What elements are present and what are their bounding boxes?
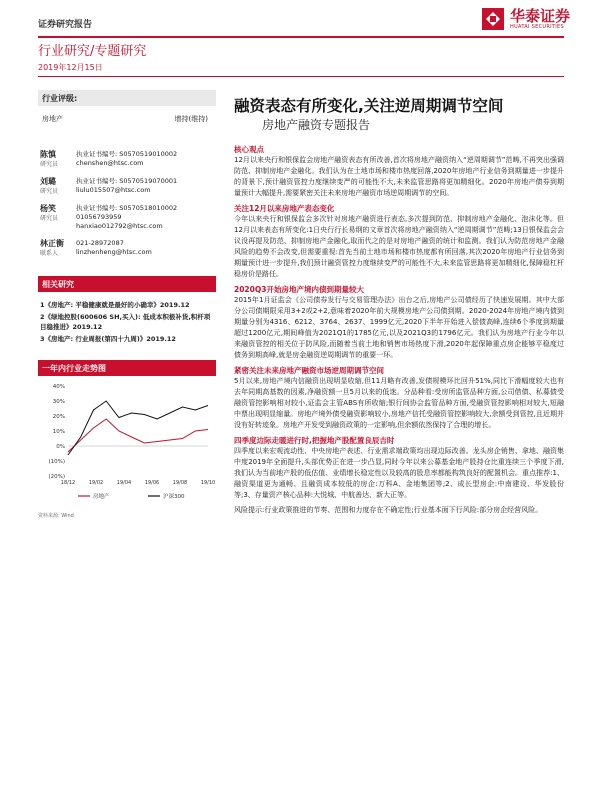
related-item[interactable]: 3《房地产: 行业周报(第四十九周)》2019.12: [40, 335, 176, 343]
x-tick-label: 19/04: [116, 480, 132, 486]
section-heading: 关注12月以来房地产表态变化: [234, 204, 335, 213]
analyst-phone: 01056793959: [76, 213, 122, 221]
header-divider: [38, 36, 564, 38]
industry-trend-chart: [38, 380, 216, 510]
analyst-cert: 执业证书编号: S0570519010002: [76, 150, 178, 158]
doc-type-label: 证券研究报告: [38, 20, 93, 30]
legend-label: 沪深300: [163, 494, 185, 500]
analyst-cert: 执业证书编号: S0570518010002: [76, 204, 178, 212]
section-heading: 核心观点: [234, 145, 264, 154]
analyst-email[interactable]: chenshen@htsc.com: [76, 159, 144, 167]
report-series: 行业研究/专题研究: [38, 44, 147, 59]
related-heading: 相关研究: [38, 276, 216, 292]
related-item[interactable]: 2《绿地控股(600606 SH,买入): 低成本积极补货,积杆项目稳推进》2019.12: [40, 313, 211, 331]
risk-notice: 风险提示:行业政策推进的节奏、范围和力度存在不确定性;行业基本面下行风险:部分房企经营风险。: [234, 506, 543, 514]
analyst-list: [38, 150, 216, 258]
analyst-entry: [38, 239, 216, 258]
y-tick-label: 40%: [52, 384, 65, 390]
y-tick-label: 30%: [52, 399, 65, 405]
brand-logo: [482, 8, 570, 30]
chart-heading: 一年内行业走势图: [38, 360, 216, 376]
report-date: 2019年12月15日: [38, 63, 103, 72]
rating-value: 增持(维持): [174, 115, 208, 123]
brand-name-cn: 华泰证券: [509, 6, 570, 25]
analyst-role: 研究员: [40, 215, 59, 222]
x-tick-label: 19/02: [88, 480, 104, 486]
analyst-cert: 执业证书编号: S0570519070001: [76, 177, 178, 185]
analyst-entry: [38, 150, 216, 169]
report-subtitle: 房地产融资专题报告: [262, 118, 371, 132]
report-title: 融资表态有所变化,关注逆周期调节空间: [234, 97, 504, 115]
section-body: 今年以来央行和银保监会多次针对房地产融资进行表态,多次提到防范、抑制房地产金融化、泡沫化等。但12月以来表态有所变化:1日央行行长易纲的文章首次将房地产融资纳入“逆周期调节”范畴;13日银保监会会议没再提及防范、抑制房地产金融化,取而代之的是对房地产融资的统计和监测。我们认为防范房地产金融风险的趋势不会改变,但需要重视:首先当前土地市场和楼市热度都有所回落,其次2020年房地产行业信务到期量预计进一步提升,我们预计融资管控力度继续变严的可能性不大,未来监管思路将更加精细化,保障稳杠杆稳房价是路任。: [234, 215, 564, 278]
rating-line: [38, 106, 216, 124]
section-heading: 紧密关注未来房地产融资市场逆周期调节空间: [234, 366, 384, 375]
section-body: 四季度以来宏观流动性、中央房地产表述、行业需求端政策均出现边际改善。龙头房企销售、拿地、融资集中度2019年全面提升,头部优势正在进一步凸显,同时今年以来公募基金地产股持仓比重连续三个季度下滑,我们认为当前地产股的低估值、业绩增长稳定性以及较高的股息率都能构筑良好的配置机会。重点推荐:1、融资渠道更为通畅、且融资成本较低的房企:万科A、金地集团等;2、成长型房企:中南建设、华发股份等;3、存量资产核心品种:大悦城、中航善达、新大正等。: [234, 447, 564, 499]
section-heading: 2020Q3开始房地产境内债到期量较大: [234, 285, 364, 294]
section-heading: 四季度边际走暖进行时,把握地产股配置良辰吉时: [234, 436, 395, 445]
rating-sector: 房地产: [42, 115, 63, 123]
x-tick-label: 19/06: [144, 480, 160, 486]
brand-name-en: HUATAI SECURITIES: [509, 23, 564, 30]
huatai-logo-icon: [482, 8, 504, 30]
analyst-name: 杨笑: [40, 204, 56, 213]
analyst-role: 研究员: [40, 188, 59, 195]
sidebar: [38, 90, 216, 519]
analyst-entry: [38, 204, 216, 231]
series-line-csi300: [68, 401, 208, 455]
analyst-email[interactable]: linzhenheng@htsc.com: [76, 248, 152, 256]
section-body: 2015年1月证监会《公司债券发行与交易管理办法》出台之后,房地产公司债经历了快速发展期。其中大部分公司债期限采用3+2或2+2,意味着2020年前大规模房地产公司债到期。2020-2024年房地产境内债到期量分别为4316、6212、3764、2637、1999亿元,2020下半年开始进入偿债高峰,连续6个季度到期量超过1200亿元,期间峰值为2021Q1的1785亿元,以及2021Q3的1796亿元。我们认为房地产行业今年以来融资管控的相关位于防风险,而随着当前土地和销售市场热度下滑,2020年起保障重点房企能够平稳度过债务到期高峰,就是房金融资逆周期调节的重要一环。: [234, 296, 564, 359]
x-tick-label: 19/08: [172, 480, 188, 486]
legend-label: 房地产: [93, 494, 110, 500]
y-tick-label: (20%): [48, 474, 65, 480]
y-tick-label: (10%): [48, 459, 65, 465]
analyst-name: 刘璐: [40, 177, 56, 186]
main-content: [234, 140, 564, 516]
rating-heading: 行业评级:: [38, 90, 216, 106]
x-tick-label: 18/12: [60, 480, 76, 486]
analyst-role: 联系人: [40, 250, 59, 257]
analyst-email[interactable]: hanxiao012792@htsc.com: [76, 222, 163, 230]
y-tick-label: 20%: [52, 414, 65, 420]
y-tick-label: 0%: [56, 444, 65, 450]
analyst-role: 研究员: [40, 161, 59, 168]
analyst-email[interactable]: liulu015507@htsc.com: [76, 186, 151, 194]
analyst-entry: [38, 177, 216, 196]
header-divider-thin: [38, 76, 564, 77]
y-tick-label: 10%: [52, 429, 65, 435]
chart-source: 资料来源: Wind: [38, 513, 74, 519]
analyst-name: 林正衡: [40, 239, 64, 248]
series-line-real-estate: [68, 419, 208, 452]
section-body: 12月以来央行和银保监会房地产融资表态有所改善,首次将房地产融资纳入“逆周期调节”范畴,不再突出强调防范、抑制房地产金融化。我们认为在土地市场和楼市热度回落,2020年房地产行业信务到期量进一步提升的背景下,预计融资管控力度继续变严的可能性不大,未来监管思路将更加精细化。2020年房地产债券到期量预计大幅提升,需要紧密关注未来房地产融资市场逆周期调节的空间。: [234, 156, 564, 197]
analyst-phone: 021-28972087: [76, 239, 124, 247]
x-tick-label: 19/10: [200, 480, 216, 486]
analyst-name: 陈慎: [40, 150, 56, 159]
related-list: [38, 292, 216, 344]
related-item[interactable]: 1《房地产: 平稳健康就是最好的小确幸》2019.12: [40, 301, 190, 309]
section-body: 5月以来,房地产境内信融资出现明显收缩,但11月略有改善,发债规模环比回升51%,同比下滑幅度较大也有去年同期高基数的因素,净融资额一旦5月以来的低迷。分品种看:受房所监管品种方面,公司借债、私募债受融资管控影响相对较小,证监会主管ABS有所收缩;银行间协会监管品种方面,受融资管控影响相对较大,短融中票出现明显缩量。房地产境外债受融资影响较小,房地产信托受融资管控影响较大,余额受到管控,且近期并没有好转迹象。房地产开发受到融资政策的一定影响,但余额依然保持了合理的增长。: [234, 377, 564, 429]
